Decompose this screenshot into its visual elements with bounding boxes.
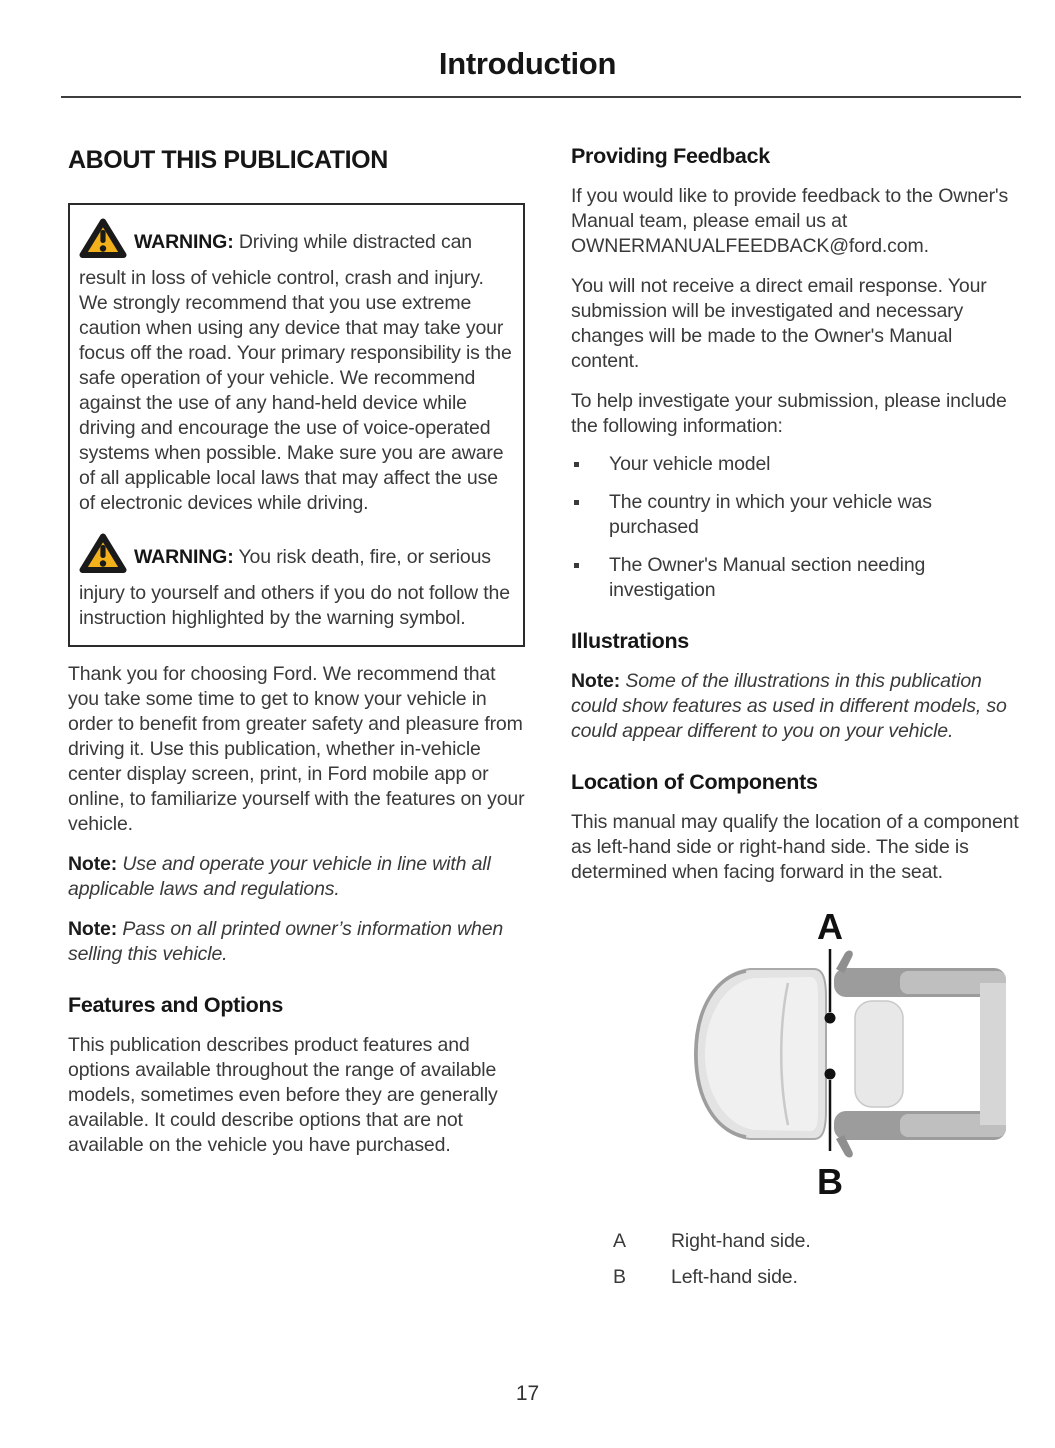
feedback-paragraph-3: To help investigate your submission, please include the following information:	[571, 390, 1007, 437]
section-heading-illustrations: Illustrations	[571, 629, 689, 653]
callout-dot-a	[825, 1013, 836, 1024]
page-title: Introduction	[438, 46, 617, 81]
note-label: Note:	[68, 853, 118, 875]
legend-value: Right-hand side.	[671, 1230, 811, 1252]
bullet-icon	[574, 500, 579, 505]
warning-triangle-icon	[79, 532, 127, 581]
warning-paragraph	[79, 532, 514, 631]
list-item	[571, 490, 1021, 540]
legend-row	[613, 1265, 1021, 1290]
legend-key: B	[613, 1266, 626, 1288]
warning-paragraph	[79, 217, 514, 516]
list-item-text: The Owner's Manual section needing investigation	[609, 554, 926, 601]
feedback-paragraph-1: If you would like to provide feedback to the Owner's Manual team, please email us at OWNERMANUALFEEDBACK@ford.com.	[571, 185, 1009, 257]
warning-label: WARNING:	[134, 231, 234, 253]
car-diagram-svg	[684, 911, 1019, 1203]
list-item-text: The country in which your vehicle was purchased	[609, 491, 932, 538]
left-column	[68, 142, 525, 1290]
section-heading-about-this-publication: ABOUT THIS PUBLICATION	[68, 146, 388, 174]
note-text: Some of the illustrations in this publication could show features as used in different models, so could appear different to you on your vehicle.	[571, 670, 1007, 742]
bullet-icon	[574, 563, 579, 568]
intro-paragraph: Thank you for choosing Ford. We recommend that you take some time to get to know your vehicle in order to benefit from greater safety and pleasure from driving it. Use this publication, whether in-vehicle center display screen, print, in Ford mobile app or online, to familiarize yourself with the features on your vehicle.	[68, 663, 525, 835]
warning-text: You risk death, fire, or serious injury to yourself and others if you do not follow the instruction highlighted by the warning symbol.	[79, 546, 510, 629]
note-paragraph	[68, 852, 525, 902]
warning-text: Driving while distracted can result in loss of vehicle control, crash and injury. We strongly recommend that you use extreme caution when using any device that may take your focus off the road. Your primary responsibility is the safe operation of your vehicle. We recommend against the use of any hand-held device while driving and encourage the use of voice-operated systems when possible. Make sure you are aware of all applicable local laws that may affect the use of electronic devices while driving.	[79, 231, 512, 514]
callout-label-a: A	[817, 911, 843, 947]
diagram-legend	[613, 1229, 1021, 1290]
features-paragraph: This publication describes product features and options available throughout the range of available models, sometimes even before they are generally available. It could describe options that are not available on the vehicle you have purchased.	[68, 1034, 498, 1156]
page-number: 17	[515, 1382, 540, 1405]
callout-label-b: B	[817, 1161, 843, 1202]
section-heading-providing-feedback: Providing Feedback	[571, 144, 770, 168]
note-paragraph	[571, 669, 1021, 744]
list-item	[571, 553, 1021, 603]
legend-value: Left-hand side.	[671, 1266, 798, 1288]
warning-box	[68, 203, 525, 647]
note-label: Note:	[68, 918, 118, 940]
location-paragraph: This manual may qualify the location of a component as left-hand side or right-hand side. The side is determined when facing forward in the seat.	[571, 811, 1019, 883]
legend-row	[613, 1229, 1021, 1254]
list-item	[571, 452, 1021, 477]
feedback-paragraph-2: You will not receive a direct email response. Your submission will be investigated and necessary changes will be made to the Owner's Manual content.	[571, 275, 987, 372]
two-column-layout	[0, 98, 1055, 1290]
right-column	[571, 142, 1021, 1290]
car-hood-highlight	[705, 977, 818, 1131]
bullet-icon	[574, 462, 579, 467]
section-heading-location-of-components: Location of Components	[571, 770, 818, 794]
list-item-text: Your vehicle model	[609, 453, 771, 475]
car-windshield-header	[980, 983, 1006, 1125]
section-heading-features-and-options: Features and Options	[68, 993, 284, 1017]
note-text: Use and operate your vehicle in line with all applicable laws and regulations.	[68, 853, 491, 900]
note-label: Note:	[571, 670, 621, 692]
note-paragraph	[68, 917, 525, 967]
legend-key: A	[613, 1230, 626, 1252]
car-cowl	[855, 1001, 903, 1107]
note-text: Pass on all printed owner’s information when selling this vehicle.	[68, 918, 504, 965]
callout-dot-b	[825, 1069, 836, 1080]
car-top-view-illustration	[571, 911, 1021, 1203]
warning-label: WARNING:	[134, 546, 234, 568]
warning-triangle-icon	[79, 217, 127, 266]
